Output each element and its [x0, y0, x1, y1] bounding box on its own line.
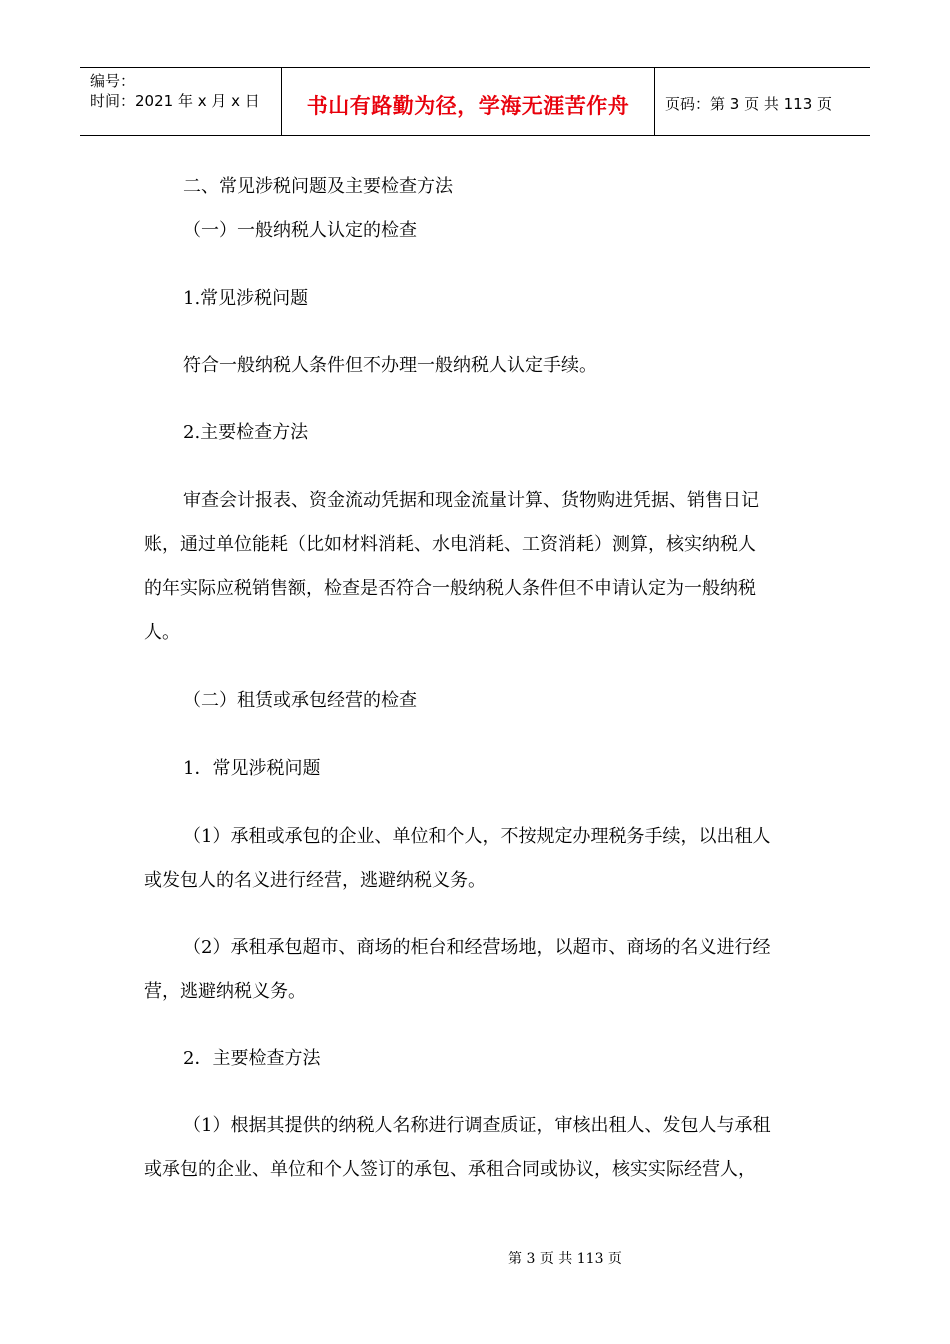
section-heading: 二、常见涉税问题及主要检查方法 — [183, 176, 453, 197]
header-info-cell — [80, 68, 282, 135]
paragraph-issues-1: 符合一般纳税人条件但不办理一般纳税人认定手续。 — [183, 355, 597, 376]
paragraph-methods-1-line: 人。 — [144, 622, 180, 643]
item-heading-methods-2: 2．主要检查方法 — [183, 1048, 321, 1069]
paragraph-methods-1-line: 账，通过单位能耗（比如材料消耗、水电消耗、工资消耗）测算，核实纳税人 — [144, 534, 756, 555]
paragraph-methods-2-line: （1）根据其提供的纳税人名称进行调查质证，审核出租人、发包人与承租 — [183, 1115, 771, 1136]
header-page-cell — [655, 68, 870, 135]
paragraph-issue-2-2-line: （2）承租承包超市、商场的柜台和经营场地，以超市、商场的名义进行经 — [183, 937, 771, 958]
paragraph-issue-2-1-line: 或发包人的名义进行经营，逃避纳税义务。 — [144, 870, 486, 891]
paragraph-methods-2-line: 或承包的企业、单位和个人签订的承包、承租合同或协议，核实实际经营人， — [144, 1159, 756, 1180]
item-heading-methods-1: 2.主要检查方法 — [183, 422, 309, 443]
page-footer: 第 3 页 共 113 页 — [508, 1251, 622, 1267]
page-header — [80, 67, 870, 136]
header-motto: 书山有路勤为径，学海无涯苦作舟 — [306, 94, 630, 118]
paragraph-methods-1-line: 的年实际应税销售额，检查是否符合一般纳税人条件但不申请认定为一般纳税 — [144, 578, 756, 599]
header-motto-cell — [282, 68, 655, 135]
subsection-heading-1: （一）一般纳税人认定的检查 — [183, 220, 417, 241]
item-heading-issues-1: 1.常见涉税问题 — [183, 288, 309, 309]
paragraph-issue-2-2-line: 营，逃避纳税义务。 — [144, 981, 306, 1002]
header-page-info: 页码：第 3 页 共 113 页 — [665, 95, 833, 113]
subsection-heading-2: （二）租赁或承包经营的检查 — [183, 690, 417, 711]
paragraph-issue-2-1-line: （1）承租或承包的企业、单位和个人，不按规定办理税务手续，以出租人 — [183, 826, 771, 847]
paragraph-methods-1-line: 审查会计报表、资金流动凭据和现金流量计算、货物购进凭据、销售日记 — [183, 490, 759, 511]
document-number-label: 编号： — [90, 72, 136, 90]
item-heading-issues-2: 1．常见涉税问题 — [183, 758, 321, 779]
document-date: 时间：2021 年 x 月 x 日 — [90, 92, 260, 110]
